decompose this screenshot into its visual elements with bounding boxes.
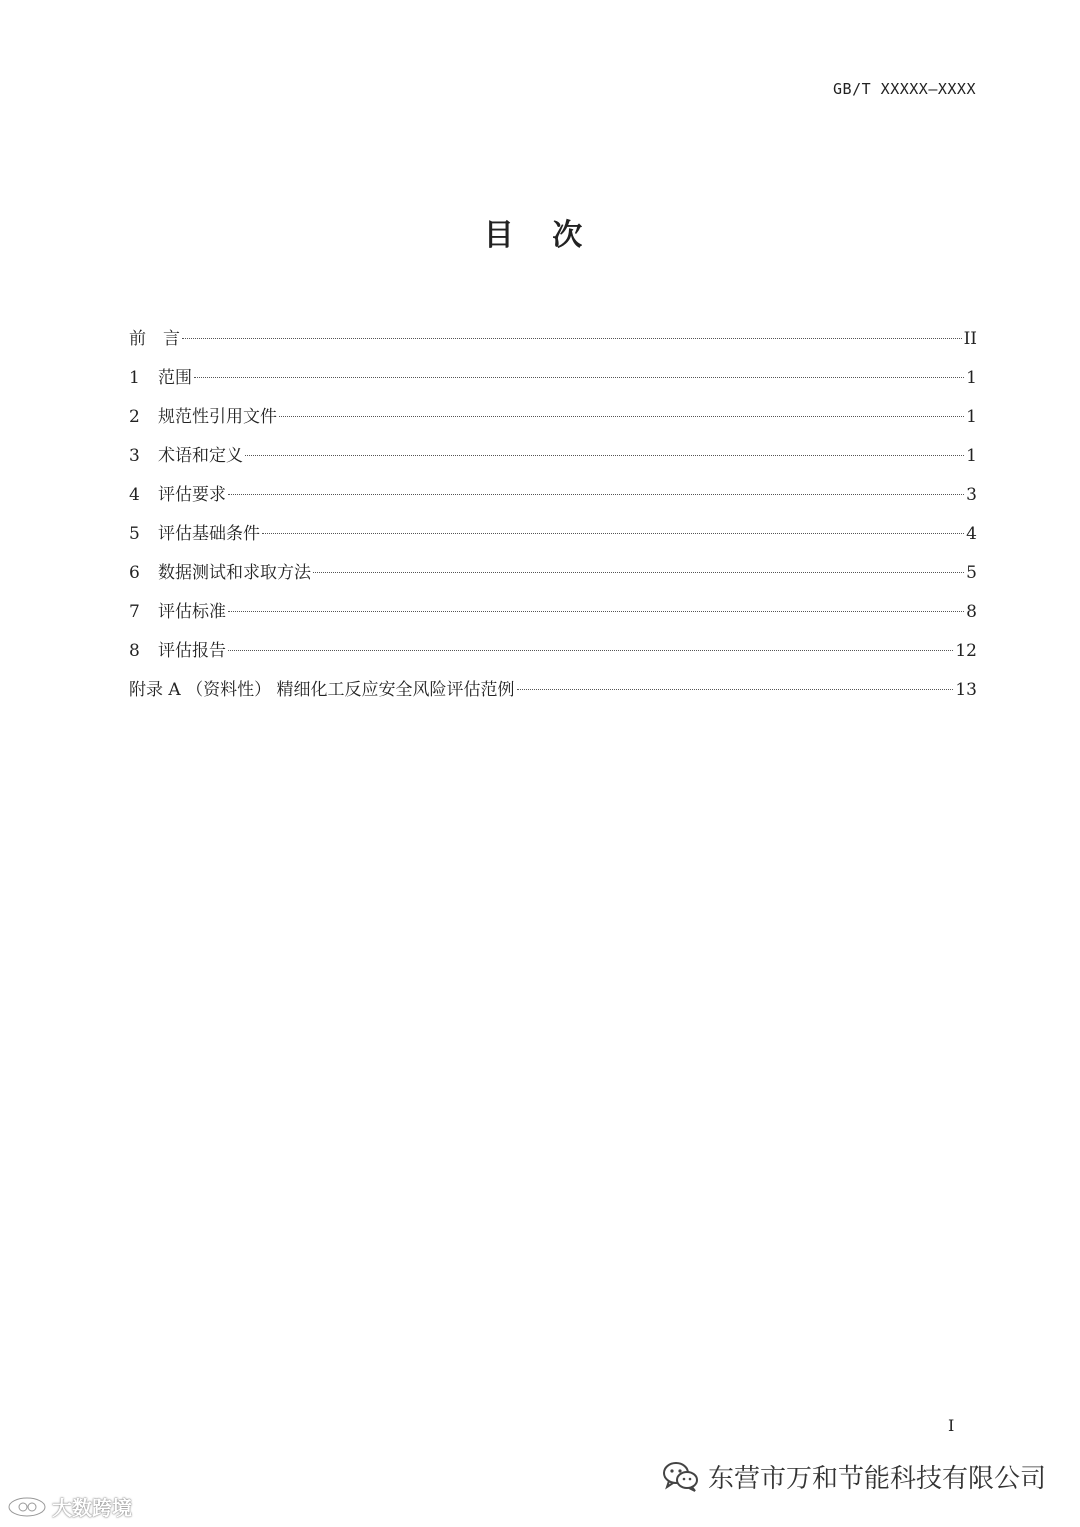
toc-number: 8: [129, 641, 140, 661]
toc-number: 7: [129, 602, 140, 622]
toc-entry-appendix-a[interactable]: [129, 676, 977, 715]
toc-leader: [517, 689, 954, 690]
toc-leader: [228, 650, 953, 651]
toc-label: 评估报告: [158, 641, 226, 661]
toc-number: 6: [129, 563, 140, 583]
toc-entry-8[interactable]: [129, 637, 977, 676]
toc-entry-2[interactable]: [129, 403, 977, 442]
toc-entry-5[interactable]: [129, 520, 977, 559]
toc-label: 评估要求: [158, 485, 226, 505]
toc-number: 4: [129, 485, 140, 505]
toc-page: II: [963, 329, 977, 349]
wechat-icon: [662, 1460, 700, 1494]
toc-entry-6[interactable]: [129, 559, 977, 598]
watermark-left-text: 大数跨境: [52, 1496, 132, 1520]
toc-page: 8: [966, 602, 977, 622]
toc-leader: [313, 572, 964, 573]
toc-entry-foreword[interactable]: [129, 325, 977, 364]
toc-label: 范围: [158, 368, 192, 388]
toc-entry-7[interactable]: [129, 598, 977, 637]
toc-label: 评估标准: [158, 602, 226, 622]
toc-label: 前 言: [129, 329, 180, 349]
watermark-right: [662, 1458, 1046, 1495]
toc-page: 12: [955, 641, 977, 661]
page-title: 目 次: [483, 218, 597, 253]
toc-number: 2: [129, 407, 140, 427]
watermark-right-text: 东营市万和节能科技有限公司: [707, 1464, 1046, 1494]
toc-leader: [228, 494, 964, 495]
toc-page: 4: [966, 524, 977, 544]
table-of-contents: [129, 325, 977, 715]
toc-page: 1: [966, 446, 977, 466]
toc-leader: [228, 611, 964, 612]
toc-number: 5: [129, 524, 140, 544]
toc-label: 评估基础条件: [158, 524, 260, 544]
toc-leader: [262, 533, 964, 534]
standard-number: GB/T XXXXX—XXXX: [833, 80, 976, 98]
toc-leader: [279, 416, 964, 417]
toc-page: 1: [966, 407, 977, 427]
toc-leader: [182, 338, 962, 339]
page-number: I: [948, 1416, 955, 1435]
toc-label: 附录 A （资料性） 精细化工反应安全风险评估范例: [129, 680, 515, 700]
toc-entry-1[interactable]: [129, 364, 977, 403]
toc-label: 规范性引用文件: [158, 407, 277, 427]
toc-page: 13: [955, 680, 977, 700]
toc-label: 术语和定义: [158, 446, 243, 466]
toc-number: 1: [129, 368, 140, 388]
toc-leader: [245, 455, 964, 456]
toc-entry-4[interactable]: [129, 481, 977, 520]
toc-leader: [194, 377, 964, 378]
toc-entry-3[interactable]: [129, 442, 977, 481]
toc-label: 数据测试和求取方法: [158, 563, 311, 583]
eye-icon: [6, 1495, 48, 1519]
toc-page: 5: [966, 563, 977, 583]
toc-page: 1: [966, 368, 977, 388]
toc-number: 3: [129, 446, 140, 466]
watermark-left: [6, 1492, 132, 1521]
toc-page: 3: [966, 485, 977, 505]
